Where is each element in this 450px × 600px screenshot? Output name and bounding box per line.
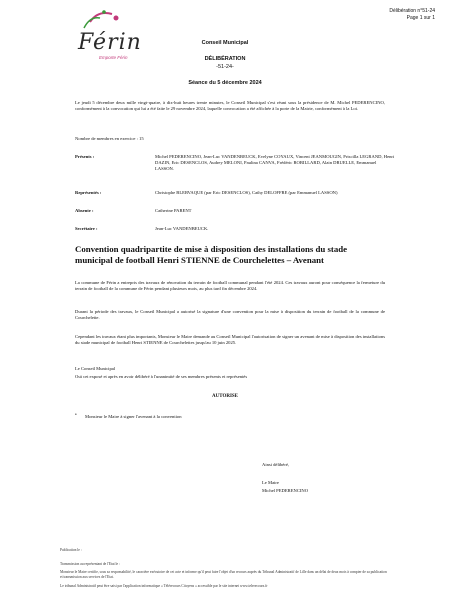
doc-type: DÉLIBÉRATION: [204, 56, 246, 62]
council-line: Le Conseil Municipal: [75, 366, 116, 371]
represented-value: Christophe BLERVAQUE (par Eric DESENCLOS), Cathy DELOFFRE (par Emmanuel LASSON): [155, 190, 338, 195]
paragraph-1: La commune de Férin a entrepris des travaux de rénovation du terrain de football communal pendant l'été 2024. Ces travaux auront pour conséquence la fermeture du terrain de football de la commune de Férin pendant plusieurs mois, au plus tard fin décembre 2024.: [75, 280, 385, 292]
signature-line-1: Ainsi délibéré,: [262, 462, 290, 467]
logo-subtitle: Emporte Férin: [99, 55, 128, 60]
represented-label: Représentés :: [75, 190, 102, 195]
secretary-value: Jean-Luc VANDENBEUCK.: [155, 226, 209, 231]
publication-line: Publication le :: [60, 548, 82, 552]
absent-label: Absente :: [75, 208, 94, 213]
page-number: Page 1 sur 1: [406, 15, 435, 21]
session-date: Séance du 5 décembre 2024: [188, 80, 262, 86]
page-reference: [389, 8, 435, 22]
deliberation-ref: Délibération n°51-24: [389, 8, 435, 14]
logo-word: Férin: [78, 30, 142, 55]
authorizes-heading: AUTORISE: [211, 394, 239, 399]
paragraph-3: Cependant les travaux étant plus importants, Monsieur le Maire demande au Conseil Municipal l'autorisation de signer un avenant de mise à disposition des installations du stade municipal de football Henri STIENNE de Courchelettes jusqu'au 10 juin 2025.: [75, 334, 385, 346]
legal-notice-1: Monsieur le Maire certifie, sous sa responsabilité, le caractère exécutoire de cet acte et informe qu'il peut faire l'objet d'un recours auprès du Tribunal Administratif de Lille dans un délai de deux mois à compter de sa publication et transmission aux services de l'Etat.: [60, 570, 387, 579]
present-label: Présents :: [75, 154, 95, 159]
absent-value: Catherine PARENT: [155, 208, 192, 213]
mayor-name: Michel PEDERENCINO: [262, 488, 309, 493]
authorization-item: Monsieur le Maire à signer l'avenant à la convention: [85, 414, 182, 419]
intro-paragraph: Le jeudi 5 décembre deux mille vingt-quatre, à dix-huit heures trente minutes, le Conseil Municipal s'est réuni sous la présidence de M. Michel PEDERENCINO, conformément à la convocation qui lui a été faite le 29 novembre 2024, laquelle convocation a été affichée à la porte de la Mairie, conformément à la Loi.: [75, 100, 385, 112]
legal-notice-2: Le tribunal Administratif peut être saisi par l'application informatique « Télérecours Citoyens » accessible par le site internet www.telerecours.fr: [60, 584, 268, 588]
present-value: Michel PEDERENCINO, Jean-Luc VANDENBEUCK, Evelyne COYAUX, Vincent JEANMOUGIN, Priscilla LEGRAND, Henri DAZIN, Eric DESENCLOS, Audrey MELONI, Paulina CANVA, Frédéric ROBILLARD, Alain DRUELLE, Emmanuel LASSON.: [155, 154, 395, 172]
members-count: Nombre de membres en exercice : 15: [75, 136, 144, 141]
deliberation-line: Ouï cet exposé et après en avoir délibéré à l'unanimité de ses membres présents et représentés: [75, 374, 248, 379]
signature-line-2: Le Maire: [262, 480, 279, 485]
paragraph-2: Durant la période des travaux, le Conseil Municipal a autorisé la signature d'une convention pour la mise à disposition du terrain de football de la commune de Courchelette.: [75, 309, 385, 321]
bullet-icon: •: [75, 413, 77, 418]
doc-number: -51-24-: [216, 64, 234, 70]
deliberation-title: Convention quadripartite de mise à disposition des installations du stade municipal de football Henri STIENNE de Courchelettes – Avenant: [75, 244, 348, 265]
transmission-line: Transmission au représentant de l'Etat le :: [60, 562, 120, 566]
org-heading: Conseil Municipal: [201, 40, 249, 46]
secretary-label: Secrétaire :: [75, 226, 98, 231]
